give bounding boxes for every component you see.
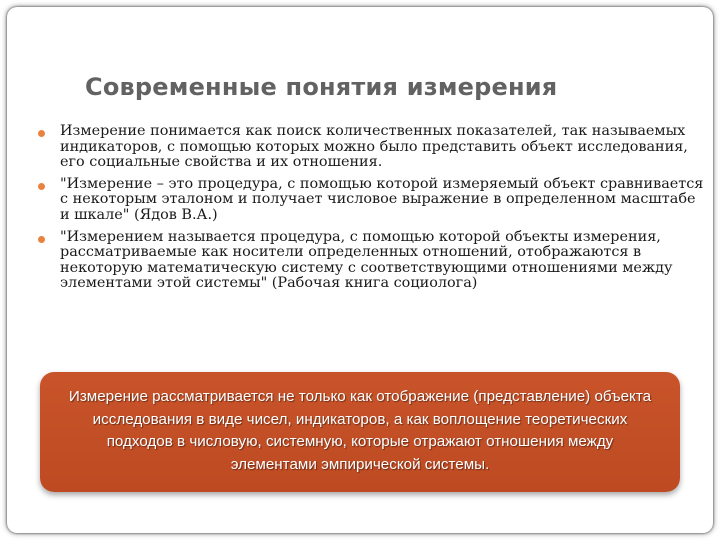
callout-box bbox=[40, 372, 680, 492]
callout-text: Измерение рассматривается не только как отображение (представление) объекта исследования в виде чисел, индикаторов, а как воплощение теоретических подходов в числовую, системную, которые отражают отношения между элементами эмпирической системы. bbox=[68, 388, 652, 473]
bullet-dot-icon bbox=[38, 183, 45, 190]
slide-title: Современные понятия измерения bbox=[85, 73, 558, 101]
bullet-text: "Измерение – это процедура, с помощью которой измеряемый объект сравнивается с некоторым эталоном и получает числовое выражение в определенном масштабе и шкале" (Ядов В.А.) bbox=[60, 175, 704, 223]
bullet-text: Измерение понимается как поиск количественных показателей, так называемых индикаторов, с помощью которых можно было представить объект исследования, его социальные свойства и их отношения. bbox=[60, 123, 688, 171]
bullet-list bbox=[34, 124, 706, 298]
bullet-dot-icon bbox=[38, 130, 45, 137]
bullet-item bbox=[34, 177, 706, 224]
bullet-dot-icon bbox=[38, 236, 45, 243]
slide bbox=[7, 7, 713, 533]
bullet-item bbox=[34, 230, 706, 292]
bullet-text: "Измерением называется процедура, с помощью которой объекты измерения, рассматриваемые как носители определенных отношений, отображаются в некоторую математическую систему с соответствующими отношениями между элементами этой системы" (Рабочая книга социолога) bbox=[60, 228, 673, 292]
bullet-item bbox=[34, 124, 706, 171]
